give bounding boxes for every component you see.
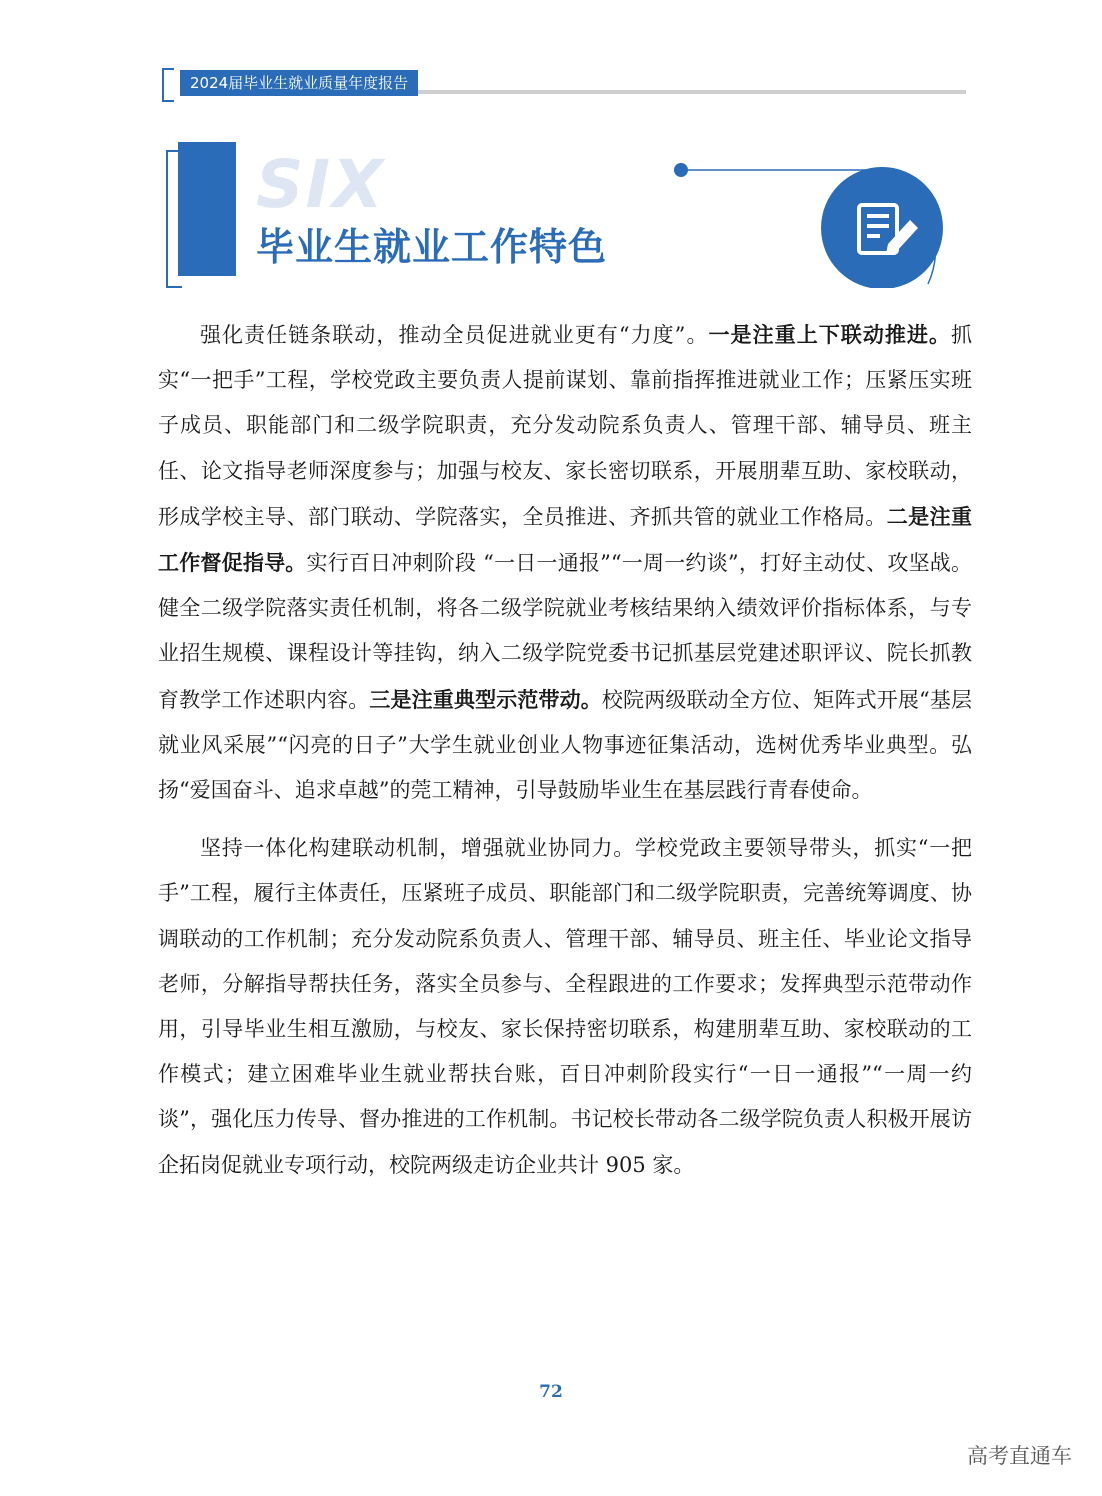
- section-ghost-label: SIX: [256, 146, 385, 223]
- report-title: 2024届毕业生就业质量年度报告: [180, 70, 418, 96]
- document-edit-icon: [821, 167, 943, 288]
- section-title: 毕业生就业工作特色: [256, 225, 608, 269]
- paragraph: [158, 312, 972, 813]
- section-decoration: [670, 158, 970, 288]
- bold-lead-phrase: 一是注重上下联动推进。: [708, 322, 951, 347]
- paragraph-text: 坚持一体化构建联动机制，增强就业协同力。学校党政主要领导带头，抓实“一把手”工程，履行主体责任，压紧班子成员、职能部门和二级学院职责，完善统筹调度、协调联动的工作机制；充分发动院系负责人、管理干部、辅导员、班主任、毕业论文指导老师，分解指导帮扶任务，落实全员参与、全程跟进的工作要求；发挥典型示范带动作用，引导毕业生相互激励，与校友、家长保持密切联系，构建朋辈互助、家校联动的工作模式；建立困难毕业生就业帮扶台账，百日冲刺阶段实行“一日一通报”“一周一约谈”，强化压力传导、督办推进的工作机制。书记校长带动各二级学院负责人积极开展访企拓岗促就业专项行动，校院两级走访企业共计 905 家。: [158, 836, 972, 1177]
- paragraph: [158, 826, 972, 1188]
- header-bracket: [162, 68, 174, 102]
- bold-lead-phrase: 二是注重工作督促指导。: [158, 503, 973, 576]
- paragraph-text: 校院两级联动全方位、矩阵式开展“基层就业风采展”“闪亮的日子”大学生就业创业人物事迹征集活动，选树优秀毕业典型。弘扬“爱国奋斗、追求卓越”的莞工精神，引导鼓励毕业生在基层践行青春使命。: [158, 687, 973, 803]
- header-rule: [418, 90, 966, 94]
- paragraph-text: 抓实“一把手”工程，学校党政主要负责人提前谋划、靠前指挥推进就业工作；压紧压实班子成员、职能部门和二级学院职责，充分发动院系负责人、管理干部、辅导员、班主任、论文指导老师深度参与；加强与校友、家长密切联系，开展朋辈互助、家校联动，形成学校主导、部门联动、学院落实，全员推进、齐抓共管的就业工作格局。: [158, 323, 972, 529]
- bold-lead-phrase: 三是注重典型示范带动。: [369, 686, 602, 712]
- page-number: 72: [539, 1382, 563, 1402]
- section-bar: [178, 142, 236, 276]
- body-text: [158, 312, 972, 1188]
- paragraph-text: 实行百日冲刺阶段 “一日一通报”“一周一约谈”，打好主动仗、攻坚战。健全二级学院落实责任机制，将各二级学院就业考核结果纳入绩效评价指标体系，与专业招生规模、课程设计等挂钩，纳入二级学院党委书记抓基层党建述职评议、院长抓教育教学工作述职内容。: [158, 551, 973, 712]
- paragraph-text: 强化责任链条联动，推动全员促进就业更有“力度”。: [200, 323, 709, 347]
- watermark: 高考直通车: [967, 1444, 1072, 1468]
